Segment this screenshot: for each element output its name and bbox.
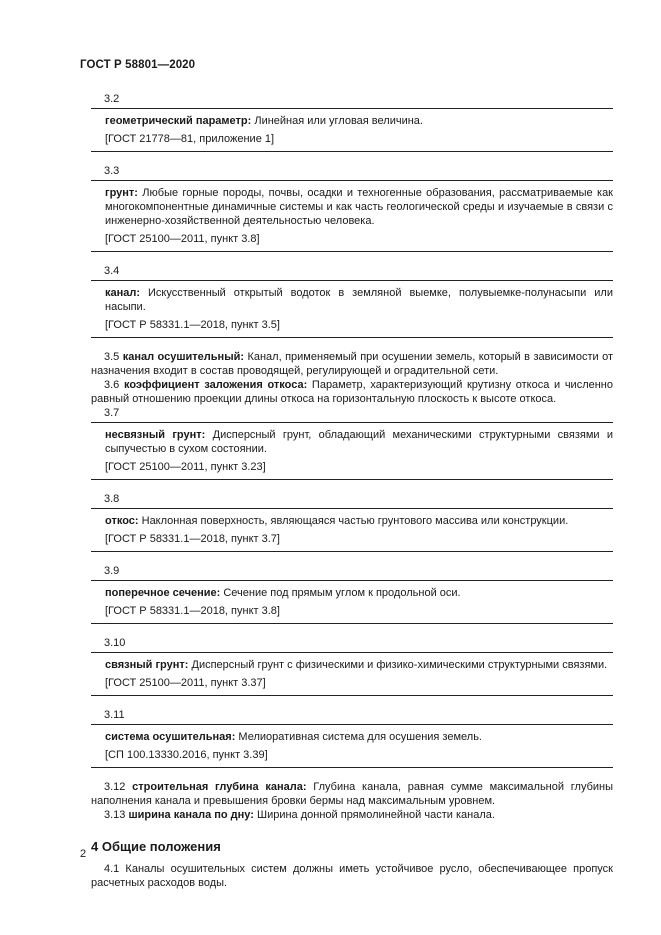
definition-text: [105, 428, 613, 456]
term: ширина канала по дну:: [128, 809, 254, 821]
paragraph: 4.1 Каналы осушительных систем должны иметь устойчивое русло, обеспечивающее пропуск расчетных расходов воды.: [91, 863, 613, 889]
entry-number: 3.10: [104, 637, 126, 649]
source-reference: [СП 100.13330.2016, пункт 3.39]: [105, 749, 268, 761]
definition-box: [91, 422, 613, 480]
paragraph: [91, 350, 613, 378]
definition: Искусственный открытый водоток в земляной выемке, полувыемке-полунасыпи или насыпи.: [105, 287, 613, 313]
definition: Дисперсный грунт, обладающий механическими структурными связями и сыпучестью в сухом состоянии.: [105, 429, 613, 455]
paragraph: [91, 780, 613, 808]
definition: Линейная или угловая величина.: [251, 115, 423, 127]
paragraph-number: 3.6: [104, 379, 124, 391]
document-header: ГОСТ Р 58801—2020: [80, 59, 196, 71]
definition: Любые горные породы, почвы, осадки и техногенные образования, рассматриваемые как многокомпонентные динамичные системы и как часть геологической среды и изучаемые в связи с инженерно-хозяйственной деятельностью человека.: [105, 187, 613, 227]
term: система осушительная:: [105, 731, 236, 743]
definition: Сечение под прямым углом к продольной оси.: [220, 587, 461, 599]
source-reference: [ГОСТ 25100—2011, пункт 3.37]: [105, 677, 266, 689]
definition-box: [91, 724, 613, 768]
source-reference: [ГОСТ 25100—2011, пункт 3.23]: [105, 461, 266, 473]
term: связный грунт:: [105, 659, 189, 671]
term: строительная глубина канала:: [132, 781, 307, 793]
definition: Наклонная поверхность, являющаяся частью грунтового массива или конструкции.: [138, 515, 569, 527]
document-body: [91, 92, 613, 890]
definition-box: [91, 652, 613, 696]
entry-number: 3.7: [104, 407, 120, 419]
paragraph: [91, 808, 613, 822]
source-reference: [ГОСТ Р 58331.1—2018, пункт 3.5]: [105, 319, 280, 331]
definition-text: [105, 514, 613, 528]
source-reference: [ГОСТ Р 58331.1—2018, пункт 3.7]: [105, 533, 280, 545]
definition-text: [105, 286, 613, 314]
source-reference: [ГОСТ Р 58331.1—2018, пункт 3.8]: [105, 605, 280, 617]
definition-box: [91, 280, 613, 338]
term: геометрический параметр:: [105, 115, 252, 127]
definition: Дисперсный грунт с физическими и физико-химическими структурными связями.: [188, 659, 608, 671]
page-number: 2: [80, 848, 87, 860]
definition-text: [105, 658, 613, 672]
definition-box: [91, 108, 613, 152]
term: канал осушительный:: [122, 351, 245, 363]
term: коэффициент заложения откоса:: [123, 379, 308, 391]
definition-text: [105, 114, 613, 128]
entry-number: 3.3: [104, 165, 120, 177]
entry-number: 3.4: [104, 265, 120, 277]
definition-text: [105, 186, 613, 228]
paragraph-text: Параметр, характеризующий крутизну откоса и численно равный отношению проекции длины откоса на горизонтальную плоскость к высоте откоса.: [91, 379, 614, 405]
entry-number: 3.2: [104, 93, 120, 105]
source-reference: [ГОСТ 25100—2011, пункт 3.8]: [105, 233, 260, 245]
definition-text: [105, 586, 613, 600]
definition: Мелиоративная система для осушения земель.: [235, 731, 482, 743]
term: канал:: [105, 287, 141, 299]
term: откос:: [105, 515, 139, 527]
paragraph-number: 3.12: [104, 781, 133, 793]
source-reference: [ГОСТ 21778—81, приложение 1]: [105, 133, 275, 145]
entry-number: 3.9: [104, 565, 120, 577]
term: поперечное сечение:: [105, 587, 221, 599]
definition-box: [91, 508, 613, 552]
paragraph-number: 3.5: [104, 351, 123, 363]
paragraph-text: Глубина канала, равная сумме максимальной глубины наполнения канала и превышения бровки бермы над максимальным уровнем.: [91, 781, 613, 807]
definition-box: [91, 180, 613, 252]
section-heading: 4 Общие положения: [91, 839, 221, 854]
term: грунт:: [105, 187, 138, 199]
paragraph-number: 3.13: [104, 809, 129, 821]
term: несвязный грунт:: [105, 429, 206, 441]
definition-box: [91, 580, 613, 624]
paragraph-text: Ширина донной прямолинейной части канала.: [253, 809, 495, 821]
definition-text: [105, 730, 613, 744]
entry-number: 3.11: [104, 709, 125, 721]
paragraph: [91, 378, 613, 406]
paragraph-text: Канал, применяемый при осушении земель, который в зависимости от назначения входит в состав проводящей, регулирующей и оградительной сети.: [91, 351, 613, 377]
entry-number: 3.8: [104, 493, 120, 505]
